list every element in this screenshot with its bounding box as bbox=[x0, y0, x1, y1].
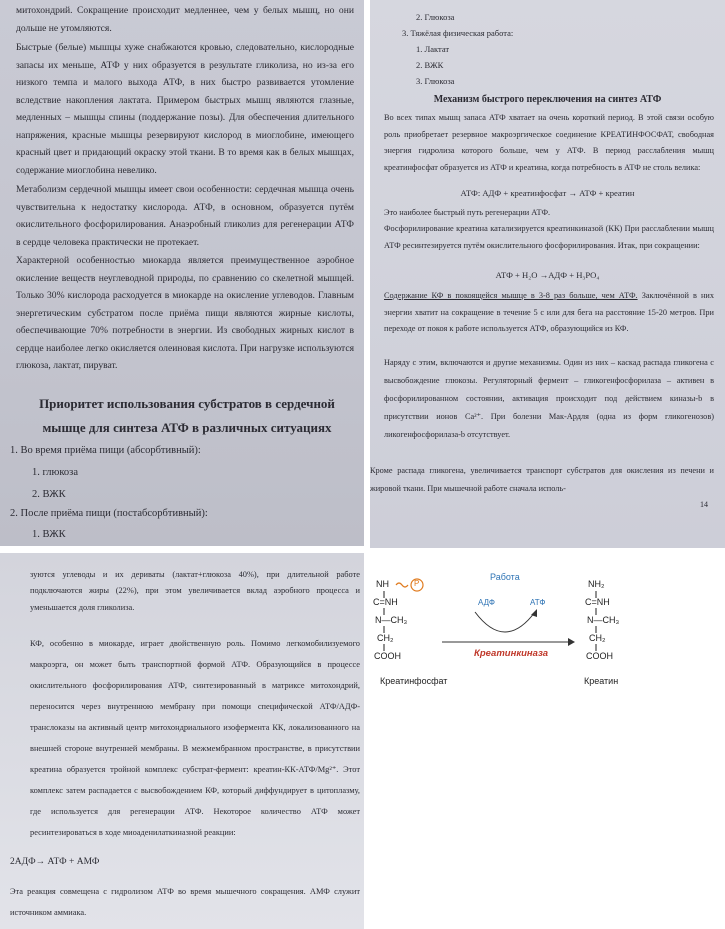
enzyme-label: Креатинкиназа bbox=[474, 648, 549, 659]
high-energy-bond-icon bbox=[396, 583, 408, 587]
left-cnh: C=NH bbox=[373, 597, 398, 607]
list2-title: 2. После приёма пищи (постабсорбтивный): bbox=[10, 508, 208, 519]
bottom-page-photo bbox=[0, 553, 364, 929]
left-nch3: N—CH₃ bbox=[375, 615, 408, 625]
right-para-4-underlined: Содержание КФ в покоящейся мышце в 3-8 раз больше, чем АТФ. bbox=[384, 291, 638, 300]
right-nh2: NH₂ bbox=[588, 579, 605, 589]
page-number: 14 bbox=[700, 500, 708, 509]
left-para-1: митохондрий. Сокращение происходит медленнее, чем у белых мышц, но они дольше не утомляются. bbox=[16, 5, 354, 34]
left-heading-line-2: мышце для синтеза АТФ в различных ситуациях bbox=[42, 420, 332, 435]
right-ch2: CH₂ bbox=[589, 633, 606, 643]
right-para-2: Это наиболее быстрый путь регенерации АТФ. bbox=[384, 208, 551, 217]
bottom-para-1: зуются углеводы и их дериваты (лактат+глюкоза 40%), при длительной работе подключаются жиры (22%), при этом увеличивается вклад аэробного процесса и уменьшается доля гликолиза. bbox=[30, 570, 360, 612]
left-para-2: Быстрые (белые) мышцы хуже снабжаются кровью, следовательно, кислородные запасы их меньше, АТФ у них образуется в результате гликолиза, но из-за его низкого темпа и малого выхода АТФ, в них быстро развивается утомление вследствие накопления лактата. Примером быстрых мышц являются глазные, медленных – мышцы спины (поддержание позы). Для обеспечения длительного напряжения, красные мышцы резервируют кислород в миоглобине, имеющего красный цвет и придающий окраску этой ткани. В то время как в белых мышцах, содержание миоглобина невелико. bbox=[16, 42, 354, 176]
list1-item-2: 2. ВЖК bbox=[32, 489, 66, 500]
left-heading-line-1: Приоритет использования субстратов в сердечной bbox=[39, 396, 335, 411]
bottom-para-2: КФ, особенно в миокарде, играет двойственную роль. Помимо легкомобилизуемого макроэрга, он может быть транспортной формой АТФ. Образующийся в процессе окислительного фосфорилирования АТФ, синтезированный в матриксе митохондрий, переносится через внутреннюю мембрану при помощи специфической АТФ/АДФ-транслоказы на активный центр митохондриального изофермента КК, локализованного на внешней стороне внутренней мембраны. В межмембранном пространстве, в присутствии креатина образуется тройной комплекс субстрат-фермент: креатин-КК-АТФ/Mg²⁺. Этот комплекс затем распадается с высвобождением КФ, который диффундирует в цитоплазму, где используется для регенерации АТФ. Некоторое количество АТФ может ресинтезироваться в ходе миоаденилаткиназной реакции: bbox=[30, 639, 360, 837]
list2-item-1: 1. ВЖК bbox=[32, 529, 66, 540]
equation-creatine-phosphate: АТФ: АДФ + креатинфосфат → АТФ + креатин bbox=[460, 188, 635, 198]
right-heading: Механизм быстрого переключения на синтез АТФ bbox=[433, 94, 662, 105]
right-page-photo bbox=[370, 0, 725, 548]
right-para-4 bbox=[384, 288, 714, 338]
right-para-4-rest: Заключённой в них энергии хватит на сокращение в течение 5 с или для бега на расстояние 15-20 метров. При переходе от покоя к работе используется АТФ, образующийся из КФ. bbox=[384, 291, 715, 333]
left-nh: NH bbox=[376, 579, 389, 589]
left-cooh: COOH bbox=[374, 651, 401, 661]
diagram-graphics bbox=[370, 560, 725, 710]
right-para-6: Кроме распада гликогена, увеличивается транспорт субстратов для окисления из печени и жировой ткани. При мышечной работе сначала исполь- bbox=[370, 466, 714, 493]
right-para-1: Во всех типах мышц запаса АТФ хватает на очень короткий период. В этой связи особую роль приобретает резервное макроэргическое соединение КРЕАТИНФОСФАТ, свободная энергия гидролиза которого больше, чем у АТФ. В период расслабления мышц креатинфосфат образуется из АТФ и креатина, когда потребность в АТФ не столь велика: bbox=[384, 113, 714, 172]
list3-title: 3. Тяжёлая физическая работа: bbox=[402, 28, 514, 38]
list3-item-1: 1. Лактат bbox=[416, 44, 450, 54]
list1-title: 1. Во время приёма пищи (абсорбтивный): bbox=[10, 445, 201, 456]
adp-label: АДФ bbox=[478, 598, 495, 607]
left-caption: Креатинфосфат bbox=[380, 676, 448, 686]
equation-atp-hydrolysis: АТФ + H₂O →АДФ + H₃PO₄ bbox=[495, 270, 600, 280]
reaction-arrow-head-icon bbox=[568, 638, 575, 646]
right-para-3: Фосфорилирование креатина катализируется креатинкиназой (КК) При расслаблении мышц АТФ ресинтезируется путём окислительного фосфорилирования. Итак, при сокращении: bbox=[384, 224, 714, 250]
creatine-kinase-diagram bbox=[370, 560, 725, 710]
phosphate-label: P bbox=[414, 579, 420, 588]
bottom-para-3: Эта реакция совмещена с гидролизом АТФ во время мышечного сокращения. АМФ служит источником аммиака. bbox=[10, 887, 360, 917]
right-cnh: C=NH bbox=[585, 597, 610, 607]
right-nch3: N—CH₃ bbox=[587, 615, 620, 625]
right-para-5: Наряду с этим, включаются и другие механизмы. Один из них – каскад распада гликогена с высвобождение глюкозы. Регуляторный фермент – гликогенфосфорилаза – активен в фосфорилированном состоянии, активация происходит под действием киназы-b в присутствии ионов Ca²⁺. При болезни Мак-Ардля (одна из форм гликогенозов) ликогенфосфорилаза-b отсутствует. bbox=[384, 358, 714, 439]
list3-item-2: 2. ВЖК bbox=[416, 60, 444, 70]
atp-label: АТФ bbox=[530, 598, 546, 607]
left-para-3: Метаболизм сердечной мышцы имеет свои особенности: сердечная мышца очень чувствительна к недостатку кислорода. АТФ, в основном, образуется путём окислительного фосфорилирования. Анаэробный гликолиз для регенерации АТФ в сердце человека практически не протекает. bbox=[16, 184, 354, 248]
work-label: Работа bbox=[490, 572, 520, 582]
right-caption: Креатин bbox=[584, 676, 619, 686]
bottom-equation: 2АДФ→ АТФ + АМФ bbox=[10, 857, 100, 867]
left-page-photo bbox=[0, 0, 364, 546]
list-item-glucose: 2. Глюкоза bbox=[416, 12, 455, 22]
list1-item-1: 1. глюкоза bbox=[32, 467, 78, 478]
left-ch2: CH₂ bbox=[377, 633, 394, 643]
adp-atp-curve-arrow bbox=[475, 612, 535, 632]
list3-item-3: 3. Глюкоза bbox=[416, 76, 455, 86]
left-para-4: Характерной особенностью миокарда является преимущественное аэробное окисление веществ неуглеводной природы, по сравнению со скелетной мышцей. Только 30% кислорода расходуется в миокарде на окисление углеводов. Главным энергетическим субстратом после приёма пищи являются жирные кислоты, обеспечивающие 70% потребности в энергии. Из свободных жирных кислот в сердце наиболее легко окисляется олеиновая кислота. При нагрузке используются глюкоза, лактат, пируват. bbox=[16, 255, 354, 371]
right-cooh: COOH bbox=[586, 651, 613, 661]
